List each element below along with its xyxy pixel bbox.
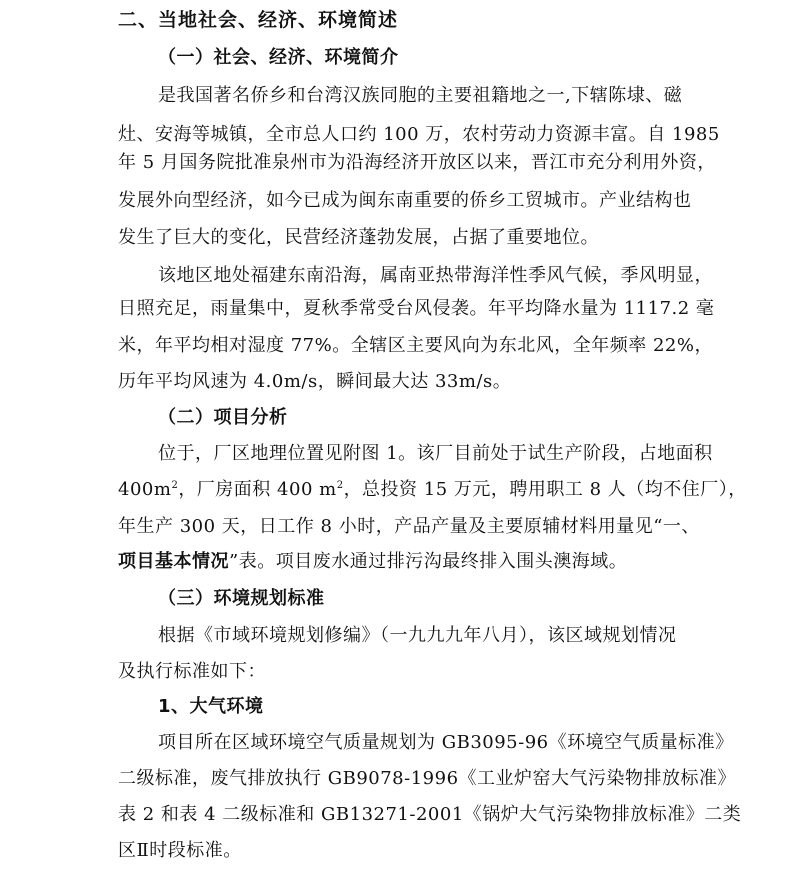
subsection-title-3: （三）环境规划标准 xyxy=(158,588,325,609)
paragraph-2-line-2: 日照充足，雨量集中，夏秋季常受台风侵袭。年平均降水量为 1117.2 毫 xyxy=(118,298,715,319)
building-area-text: ，厂房面积 400 m xyxy=(178,479,337,500)
paragraph-1-line-3: 年 5 月国务院批准泉州市为沿海经济开放区以来，晋江市充分利用外资， xyxy=(118,152,716,173)
building-area-unit-sup: 2 xyxy=(336,480,344,491)
paragraph-2-line-3: 米，年平均相对湿度 77%。全辖区主要风向为东北风，全年频率 22%， xyxy=(118,335,713,356)
section-title: 二、当地社会、经济、环境简述 xyxy=(118,9,399,31)
project-basic-info-ref: 项目基本情况 xyxy=(118,551,229,572)
paragraph-5-line-3: 表 2 和表 4 二级标准和 GB13271-2001《锅炉大气污染物排放标准》二类 xyxy=(118,804,742,825)
paragraph-3-line-2 xyxy=(118,478,747,502)
paragraph-5-line-4: 区Ⅱ时段标准。 xyxy=(118,840,242,861)
paragraph-1-line-1: 是我国著名侨乡和台湾汉族同胞的主要祖籍地之一,下辖陈埭、磁 xyxy=(158,85,683,106)
paragraph-3-line-1: 位于，厂区地理位置见附图 1。该厂目前处于试生产阶段，占地面积 xyxy=(158,443,713,464)
paragraph-5-line-2: 二级标准，废气排放执行 GB9078-1996《工业炉窑大气污染物排放标准》 xyxy=(118,768,737,789)
paragraph-2-line-1: 该地区地处福建东南沿海，属南亚热带海洋性季风气候，季风明显， xyxy=(158,265,713,286)
paragraph-3-line-4 xyxy=(118,550,627,574)
paragraph-5-line-1: 项目所在区域环境空气质量规划为 GB3095-96《环境空气质量标准》 xyxy=(158,732,734,753)
paragraph-2-line-4: 历年平均风速为 4.0m/s，瞬间最大达 33m/s。 xyxy=(118,371,512,392)
subsection-title-2: （二）项目分析 xyxy=(158,407,288,428)
paragraph-4-line-2: 及执行标准如下： xyxy=(118,661,266,682)
area-value: 400m xyxy=(118,479,172,500)
paragraph-1-line-4: 发展外向型经济，如今已成为闽东南重要的侨乡工贸城市。产业结构也 xyxy=(118,190,692,211)
subsection-title-1: （一）社会、经济、环境简介 xyxy=(158,47,399,68)
item-1-title: 1、大气环境 xyxy=(158,696,264,717)
paragraph-1-line-5: 发生了巨大的变化，民营经济蓬勃发展，占据了重要地位。 xyxy=(118,227,599,248)
area-unit-sup: 2 xyxy=(171,480,179,491)
paragraph-4-line-1: 根据《市域环境规划修编》（一九九九年八月），该区域规划情况 xyxy=(158,625,677,646)
paragraph-3-line-3: 年生产 300 天，日工作 8 小时，产品产量及主要原辅材料用量见“一、 xyxy=(118,516,700,537)
paragraph-1-line-2: 灶、安海等城镇，全市总人口约 100 万，农村劳动力资源丰富。自 1985 xyxy=(118,124,720,145)
investment-text: ，总投资 15 万元，聘用职工 8 人（均不住厂）， xyxy=(343,479,747,500)
wastewater-text: ”表。项目废水通过排污沟最终排入围头澳海域。 xyxy=(229,551,628,572)
